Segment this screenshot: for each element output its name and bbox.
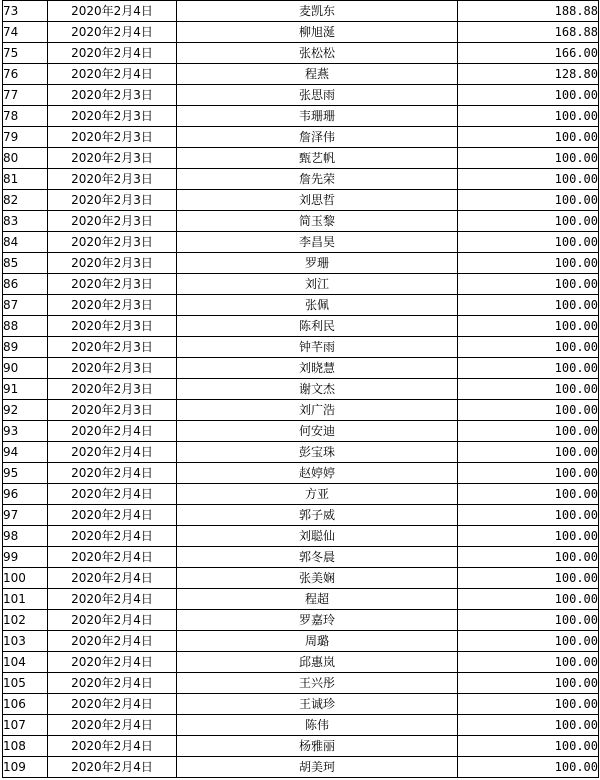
donation-amount-cell: 100.00 xyxy=(458,547,599,568)
donation-amount-cell: 100.00 xyxy=(458,211,599,232)
table-row xyxy=(3,568,599,589)
row-index-cell: 91 xyxy=(3,379,48,400)
donation-date-cell: 2020年2月4日 xyxy=(48,736,177,757)
donation-date-cell: 2020年2月4日 xyxy=(48,1,177,22)
table-row xyxy=(3,379,599,400)
donation-amount-cell: 100.00 xyxy=(458,106,599,127)
donor-name-cell: 刘晓慧 xyxy=(177,358,458,379)
table-row xyxy=(3,442,599,463)
table-row xyxy=(3,106,599,127)
donation-amount-cell: 100.00 xyxy=(458,358,599,379)
donation-date-cell: 2020年2月4日 xyxy=(48,547,177,568)
donation-date-cell: 2020年2月4日 xyxy=(48,568,177,589)
donation-date-cell: 2020年2月3日 xyxy=(48,190,177,211)
row-index-cell: 82 xyxy=(3,190,48,211)
table-row xyxy=(3,337,599,358)
donor-name-cell: 詹泽伟 xyxy=(177,127,458,148)
donation-amount-cell: 100.00 xyxy=(458,484,599,505)
donation-amount-cell: 100.00 xyxy=(458,736,599,757)
donation-date-cell: 2020年2月4日 xyxy=(48,715,177,736)
donor-name-cell: 谢文杰 xyxy=(177,379,458,400)
donation-date-cell: 2020年2月4日 xyxy=(48,652,177,673)
row-index-cell: 88 xyxy=(3,316,48,337)
table-row xyxy=(3,295,599,316)
table-row xyxy=(3,1,599,22)
table-row xyxy=(3,421,599,442)
table-row xyxy=(3,253,599,274)
table-row xyxy=(3,757,599,778)
donation-date-cell: 2020年2月3日 xyxy=(48,127,177,148)
donation-date-cell: 2020年2月3日 xyxy=(48,316,177,337)
donor-name-cell: 王兴彤 xyxy=(177,673,458,694)
donation-amount-cell: 100.00 xyxy=(458,526,599,547)
table-row xyxy=(3,148,599,169)
table-row xyxy=(3,232,599,253)
donation-date-cell: 2020年2月3日 xyxy=(48,253,177,274)
donor-name-cell: 周璐 xyxy=(177,631,458,652)
donor-name-cell: 麦凯东 xyxy=(177,1,458,22)
donation-date-cell: 2020年2月3日 xyxy=(48,148,177,169)
donation-amount-cell: 100.00 xyxy=(458,631,599,652)
donor-name-cell: 罗嘉玲 xyxy=(177,610,458,631)
table-row xyxy=(3,274,599,295)
row-index-cell: 103 xyxy=(3,631,48,652)
donor-name-cell: 刘聪仙 xyxy=(177,526,458,547)
donation-date-cell: 2020年2月4日 xyxy=(48,610,177,631)
donation-date-cell: 2020年2月3日 xyxy=(48,106,177,127)
donation-date-cell: 2020年2月3日 xyxy=(48,232,177,253)
donation-date-cell: 2020年2月4日 xyxy=(48,673,177,694)
donation-amount-cell: 100.00 xyxy=(458,337,599,358)
donor-name-cell: 李昌昊 xyxy=(177,232,458,253)
row-index-cell: 83 xyxy=(3,211,48,232)
table-row xyxy=(3,22,599,43)
donation-date-cell: 2020年2月3日 xyxy=(48,211,177,232)
donation-date-cell: 2020年2月3日 xyxy=(48,85,177,106)
donor-name-cell: 何安迪 xyxy=(177,421,458,442)
donor-name-cell: 甄艺帆 xyxy=(177,148,458,169)
donor-name-cell: 程超 xyxy=(177,589,458,610)
donation-amount-cell: 100.00 xyxy=(458,400,599,421)
table-row xyxy=(3,736,599,757)
donor-name-cell: 张佩 xyxy=(177,295,458,316)
donation-amount-cell: 100.00 xyxy=(458,463,599,484)
donor-name-cell: 韦珊珊 xyxy=(177,106,458,127)
donor-name-cell: 杨雅丽 xyxy=(177,736,458,757)
table-row xyxy=(3,169,599,190)
donor-name-cell: 钟芊雨 xyxy=(177,337,458,358)
row-index-cell: 80 xyxy=(3,148,48,169)
donation-amount-cell: 100.00 xyxy=(458,610,599,631)
donor-name-cell: 郭子威 xyxy=(177,505,458,526)
donation-table xyxy=(2,0,599,778)
table-row xyxy=(3,694,599,715)
donation-amount-cell: 100.00 xyxy=(458,505,599,526)
donor-name-cell: 张松松 xyxy=(177,43,458,64)
donation-date-cell: 2020年2月4日 xyxy=(48,64,177,85)
donation-date-cell: 2020年2月4日 xyxy=(48,22,177,43)
donation-amount-cell: 100.00 xyxy=(458,715,599,736)
donor-name-cell: 张美娴 xyxy=(177,568,458,589)
row-index-cell: 76 xyxy=(3,64,48,85)
row-index-cell: 108 xyxy=(3,736,48,757)
row-index-cell: 75 xyxy=(3,43,48,64)
row-index-cell: 78 xyxy=(3,106,48,127)
row-index-cell: 104 xyxy=(3,652,48,673)
table-row xyxy=(3,316,599,337)
donation-amount-cell: 166.00 xyxy=(458,43,599,64)
table-body xyxy=(3,1,599,778)
donation-amount-cell: 168.88 xyxy=(458,22,599,43)
row-index-cell: 89 xyxy=(3,337,48,358)
donation-amount-cell: 100.00 xyxy=(458,253,599,274)
donor-name-cell: 柳旭涎 xyxy=(177,22,458,43)
row-index-cell: 79 xyxy=(3,127,48,148)
table-row xyxy=(3,463,599,484)
donation-date-cell: 2020年2月4日 xyxy=(48,442,177,463)
donor-name-cell: 罗珊 xyxy=(177,253,458,274)
donor-name-cell: 郭冬晨 xyxy=(177,547,458,568)
donation-amount-cell: 100.00 xyxy=(458,673,599,694)
donation-date-cell: 2020年2月4日 xyxy=(48,484,177,505)
donor-name-cell: 简玉黎 xyxy=(177,211,458,232)
table-row xyxy=(3,505,599,526)
donor-name-cell: 刘广浩 xyxy=(177,400,458,421)
donation-amount-cell: 100.00 xyxy=(458,379,599,400)
row-index-cell: 93 xyxy=(3,421,48,442)
row-index-cell: 74 xyxy=(3,22,48,43)
table-row xyxy=(3,64,599,85)
donation-date-cell: 2020年2月4日 xyxy=(48,526,177,547)
row-index-cell: 107 xyxy=(3,715,48,736)
donation-amount-cell: 100.00 xyxy=(458,568,599,589)
donation-amount-cell: 100.00 xyxy=(458,85,599,106)
donation-date-cell: 2020年2月3日 xyxy=(48,379,177,400)
donation-date-cell: 2020年2月3日 xyxy=(48,358,177,379)
row-index-cell: 99 xyxy=(3,547,48,568)
donation-date-cell: 2020年2月3日 xyxy=(48,295,177,316)
donation-date-cell: 2020年2月4日 xyxy=(48,43,177,64)
table-row xyxy=(3,127,599,148)
table-row xyxy=(3,631,599,652)
donation-date-cell: 2020年2月3日 xyxy=(48,169,177,190)
donor-name-cell: 詹先荣 xyxy=(177,169,458,190)
donor-name-cell: 胡美珂 xyxy=(177,757,458,778)
donation-amount-cell: 100.00 xyxy=(458,232,599,253)
donation-amount-cell: 100.00 xyxy=(458,190,599,211)
donor-name-cell: 刘思哲 xyxy=(177,190,458,211)
table-row xyxy=(3,484,599,505)
donation-amount-cell: 100.00 xyxy=(458,274,599,295)
donation-date-cell: 2020年2月4日 xyxy=(48,463,177,484)
table-row xyxy=(3,673,599,694)
row-index-cell: 86 xyxy=(3,274,48,295)
row-index-cell: 106 xyxy=(3,694,48,715)
row-index-cell: 97 xyxy=(3,505,48,526)
donation-amount-cell: 100.00 xyxy=(458,127,599,148)
row-index-cell: 92 xyxy=(3,400,48,421)
table-row xyxy=(3,400,599,421)
donation-date-cell: 2020年2月3日 xyxy=(48,400,177,421)
donation-amount-cell: 100.00 xyxy=(458,757,599,778)
donor-name-cell: 刘江 xyxy=(177,274,458,295)
donation-amount-cell: 188.88 xyxy=(458,1,599,22)
row-index-cell: 100 xyxy=(3,568,48,589)
row-index-cell: 84 xyxy=(3,232,48,253)
row-index-cell: 77 xyxy=(3,85,48,106)
donation-amount-cell: 100.00 xyxy=(458,652,599,673)
donation-amount-cell: 100.00 xyxy=(458,295,599,316)
row-index-cell: 105 xyxy=(3,673,48,694)
donor-name-cell: 邱惠岚 xyxy=(177,652,458,673)
donor-name-cell: 赵婷婷 xyxy=(177,463,458,484)
donation-date-cell: 2020年2月4日 xyxy=(48,631,177,652)
row-index-cell: 85 xyxy=(3,253,48,274)
row-index-cell: 81 xyxy=(3,169,48,190)
donation-date-cell: 2020年2月3日 xyxy=(48,337,177,358)
donor-name-cell: 彭宝珠 xyxy=(177,442,458,463)
donation-amount-cell: 100.00 xyxy=(458,694,599,715)
row-index-cell: 98 xyxy=(3,526,48,547)
row-index-cell: 73 xyxy=(3,1,48,22)
donor-name-cell: 张思雨 xyxy=(177,85,458,106)
row-index-cell: 96 xyxy=(3,484,48,505)
row-index-cell: 109 xyxy=(3,757,48,778)
donor-name-cell: 陈利民 xyxy=(177,316,458,337)
table-row xyxy=(3,211,599,232)
donation-amount-cell: 100.00 xyxy=(458,421,599,442)
table-row xyxy=(3,85,599,106)
table-row xyxy=(3,610,599,631)
donation-amount-cell: 100.00 xyxy=(458,316,599,337)
donation-amount-cell: 100.00 xyxy=(458,442,599,463)
donation-date-cell: 2020年2月4日 xyxy=(48,589,177,610)
table-row xyxy=(3,652,599,673)
donation-date-cell: 2020年2月3日 xyxy=(48,274,177,295)
table-row xyxy=(3,358,599,379)
donation-date-cell: 2020年2月4日 xyxy=(48,757,177,778)
table-row xyxy=(3,190,599,211)
donor-name-cell: 王诚珍 xyxy=(177,694,458,715)
row-index-cell: 87 xyxy=(3,295,48,316)
table-row xyxy=(3,589,599,610)
row-index-cell: 95 xyxy=(3,463,48,484)
donation-date-cell: 2020年2月4日 xyxy=(48,421,177,442)
donor-name-cell: 陈伟 xyxy=(177,715,458,736)
row-index-cell: 90 xyxy=(3,358,48,379)
row-index-cell: 94 xyxy=(3,442,48,463)
row-index-cell: 101 xyxy=(3,589,48,610)
table-row xyxy=(3,547,599,568)
donation-amount-cell: 100.00 xyxy=(458,589,599,610)
donor-name-cell: 方亚 xyxy=(177,484,458,505)
table-row xyxy=(3,715,599,736)
donor-name-cell: 程燕 xyxy=(177,64,458,85)
row-index-cell: 102 xyxy=(3,610,48,631)
donation-date-cell: 2020年2月4日 xyxy=(48,694,177,715)
donation-amount-cell: 100.00 xyxy=(458,169,599,190)
donation-amount-cell: 128.80 xyxy=(458,64,599,85)
table-row xyxy=(3,526,599,547)
table-row xyxy=(3,43,599,64)
donation-amount-cell: 100.00 xyxy=(458,148,599,169)
donation-date-cell: 2020年2月4日 xyxy=(48,505,177,526)
